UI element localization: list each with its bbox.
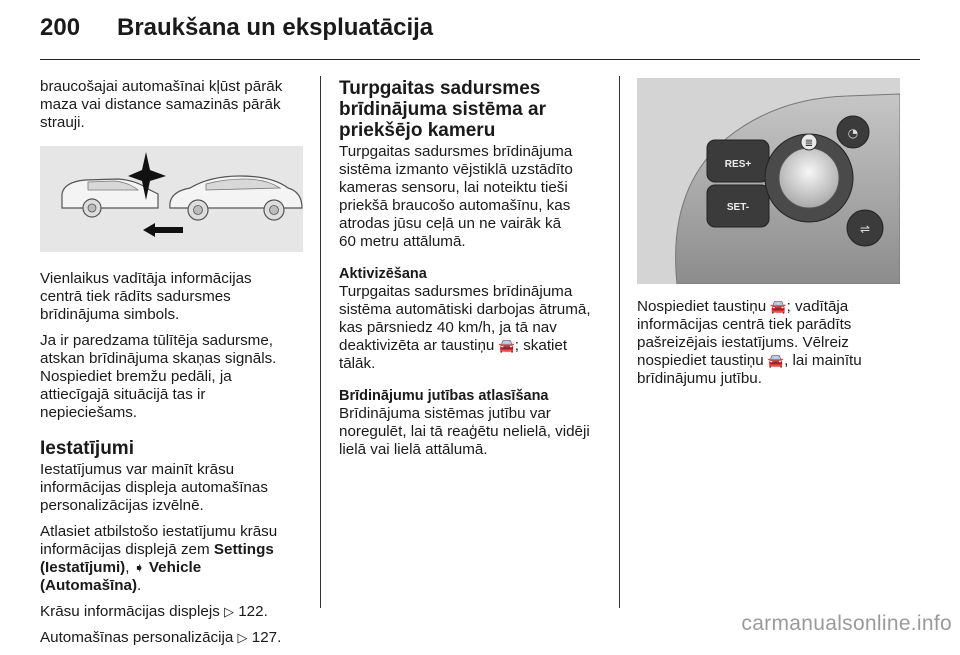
collision-warning-illustration [40, 146, 303, 252]
svg-text:⇌: ⇌ [859, 222, 871, 236]
text: Turpgaitas sadursmes brīdinājuma sistēma automātiski darbojas ātrumā, kas pārsniedz 40 km/h, ja tā nav deaktivizēta ar taustiņu [339, 283, 591, 354]
column-left [40, 78, 306, 655]
section-heading: Iestatījumi [40, 438, 134, 459]
page-number: 200 [40, 14, 81, 41]
steering-wheel-buttons-icon [637, 78, 900, 284]
page-header [40, 14, 920, 50]
page-reference-icon: ▷ [224, 604, 235, 619]
paragraph [40, 523, 306, 595]
svg-text:≣: ≣ [804, 138, 814, 149]
paragraph [637, 298, 903, 388]
svg-text:◔: ◔ [847, 126, 859, 140]
menu-path-settings: Settings (Iestatījumi) [40, 541, 274, 576]
paragraph: Turpgaitas sadursmes brīdinājuma sistēma izmanto vējstiklā uzstādīto kameras sensoru, lai noteiktu tieši priekšā braucošo automašīnu, kas atrodas jūsu ceļā un ne vairāk kā 60 metru attālumā. [339, 143, 573, 250]
paragraph: Iestatījumus var mainīt krāsu informācijas displeja automašīnas personalizācijas izvēlnē. [40, 461, 268, 514]
text: ; skatiet tālāk. [339, 337, 568, 372]
column-divider [619, 76, 620, 608]
cross-reference [40, 629, 306, 647]
column-middle [339, 78, 605, 467]
section-heading: Turpgaitas sadursmes brīdinājuma sistēma ar priekšējo kameru [339, 78, 546, 141]
res-button-label: RES+ [724, 159, 752, 170]
paragraph: Brīdinājuma sistēmas jutību var noregulēt, lai tā reaģētu nelielā, vidēji lielā vai lielā attālumā. [339, 405, 590, 458]
text: , lai mainītu brīdinājumu jutību. [637, 352, 862, 387]
menu-arrow-icon: ➧ [133, 560, 145, 575]
text: Krāsu informācijas displejs [40, 603, 225, 620]
column-right [637, 78, 903, 396]
paragraph: Vienlaikus vadītāja informācijas centrā tiek rādīts sadursmes brīdinājuma simbols. [40, 270, 252, 323]
text: 122. [234, 603, 268, 620]
collision-alert-button-icon: 🚘 [770, 299, 787, 314]
text: 127. [247, 629, 282, 646]
cars-collision-icon [40, 146, 303, 252]
watermark: carmanualsonline.info [741, 612, 952, 635]
page-reference-icon: ▷ [237, 630, 248, 645]
paragraph: Ja ir paredzama tūlītēja sadursme, atskan brīdinājuma skaņas signāls. Nospiediet bremžu pedāli, ja attiecīgajā situācijā tas ir nepieciešams. [40, 332, 277, 421]
set-button-label: SET- [726, 202, 750, 213]
text: , [125, 559, 134, 576]
running-title: Braukšana un ekspluatācija [117, 14, 434, 41]
subheading: Brīdinājumu jutības atlasīšana [339, 388, 549, 404]
collision-alert-button-icon: 🚘 [767, 353, 785, 368]
paragraph: braucošajai automašīnai kļūst pārāk maza vai distance samazinās pārāk strauji. [40, 78, 283, 131]
text: Automašīnas personalizācija [40, 629, 238, 646]
collision-alert-button-icon: 🚘 [498, 338, 515, 353]
text: ; vadītāja informācijas centrā tiek parādīts pašreizējais iestatījums. Vēlreiz nospiediet taustiņu [637, 298, 852, 369]
cross-reference [40, 603, 306, 621]
steering-wheel-controls-illustration [637, 78, 900, 284]
header-rule [40, 59, 920, 60]
subheading: Aktivizēšana [339, 266, 427, 282]
paragraph [339, 283, 605, 373]
text: . [137, 577, 142, 594]
menu-path-vehicle: Vehicle (Automašīna) [40, 559, 202, 594]
text: Atlasiet atbilstošo iestatījumu krāsu informācijas displejā zem [40, 523, 278, 558]
text: Nospiediet taustiņu [637, 298, 771, 315]
column-divider [320, 76, 321, 608]
